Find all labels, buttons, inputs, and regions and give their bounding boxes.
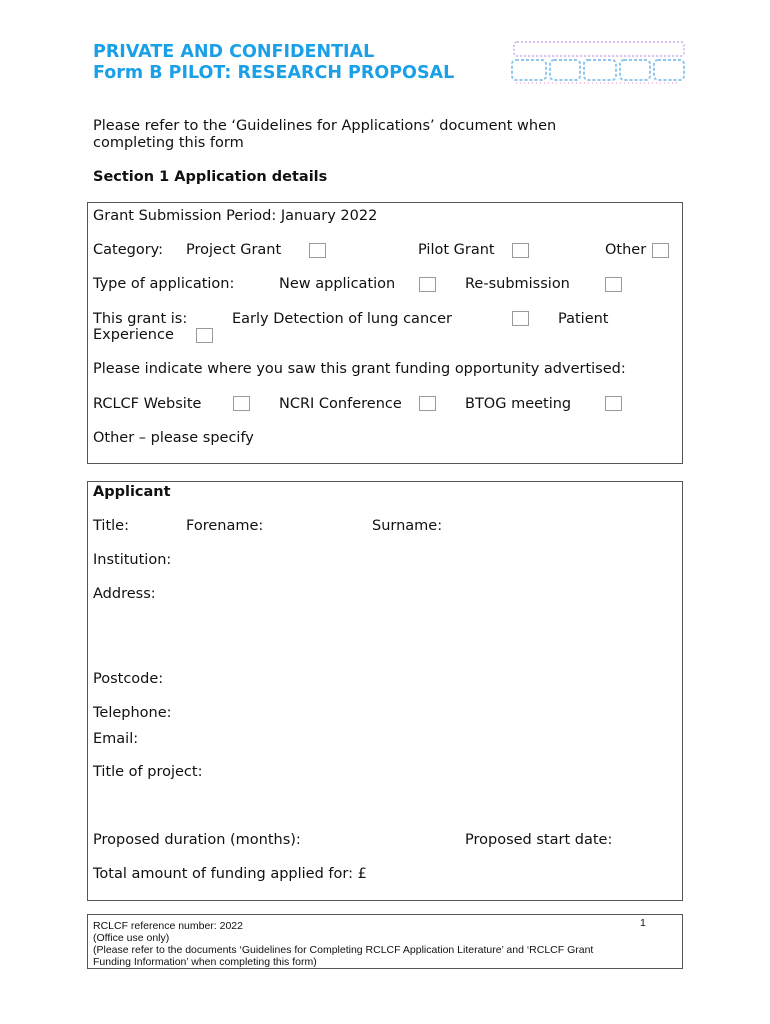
checkbox-early-detection[interactable] xyxy=(512,311,529,326)
section-heading: Section 1 Application details xyxy=(93,169,328,185)
checkbox-project-grant[interactable] xyxy=(309,243,326,258)
address-label: Address: xyxy=(93,586,156,602)
funding-label: Total amount of funding applied for: £ xyxy=(93,866,367,882)
checkbox-btog-meeting[interactable] xyxy=(605,396,622,411)
applicant-heading: Applicant xyxy=(93,484,171,500)
document-title: PRIVATE AND CONFIDENTIAL xyxy=(93,42,375,62)
advertised-option-website: RCLCF Website xyxy=(93,396,202,412)
checkbox-rclcf-website[interactable] xyxy=(233,396,250,411)
surname-label: Surname: xyxy=(372,518,443,534)
duration-label: Proposed duration (months): xyxy=(93,832,301,848)
foundation-logo xyxy=(510,38,688,86)
grant-option-patient: Patient xyxy=(558,311,609,327)
submission-period: Grant Submission Period: January 2022 xyxy=(93,208,378,224)
email-label: Email: xyxy=(93,731,139,747)
type-label: Type of application: xyxy=(93,276,235,292)
postcode-label: Postcode: xyxy=(93,671,164,687)
grant-option-experience: Experience xyxy=(93,327,174,343)
other-specify: Other – please specify xyxy=(93,430,254,446)
institution-label: Institution: xyxy=(93,552,172,568)
category-option-project: Project Grant xyxy=(186,242,282,258)
reference-number: RCLCF reference number: 2022 xyxy=(93,920,243,932)
advertised-option-btog: BTOG meeting xyxy=(465,396,572,412)
category-option-pilot: Pilot Grant xyxy=(418,242,495,258)
start-date-label: Proposed start date: xyxy=(465,832,613,848)
intro-text-line2: completing this form xyxy=(93,135,244,151)
advertised-question: Please indicate where you saw this grant funding opportunity advertised: xyxy=(93,361,626,377)
footer-note-line2: Funding Information’ when completing this form) xyxy=(93,956,317,968)
checkbox-pilot-grant[interactable] xyxy=(512,243,529,258)
page-number: 1 xyxy=(640,917,646,929)
intro-text-line1: Please refer to the ‘Guidelines for Applications’ document when xyxy=(93,118,557,134)
office-use: (Office use only) xyxy=(93,932,170,944)
checkbox-category-other[interactable] xyxy=(652,243,669,258)
application-details-box xyxy=(87,202,683,464)
project-title-label: Title of project: xyxy=(93,764,203,780)
category-option-other: Other xyxy=(605,242,647,258)
checkbox-resubmission[interactable] xyxy=(605,277,622,292)
type-option-resubmission: Re-submission xyxy=(465,276,570,292)
category-label: Category: xyxy=(93,242,164,258)
forename-label: Forename: xyxy=(186,518,264,534)
title-label: Title: xyxy=(93,518,129,534)
checkbox-patient-experience[interactable] xyxy=(196,328,213,343)
grant-label: This grant is: xyxy=(93,311,188,327)
checkbox-new-application[interactable] xyxy=(419,277,436,292)
advertised-option-ncri: NCRI Conference xyxy=(279,396,402,412)
form-subtitle: Form B PILOT: RESEARCH PROPOSAL xyxy=(93,63,455,83)
checkbox-ncri-conference[interactable] xyxy=(419,396,436,411)
type-option-new: New application xyxy=(279,276,396,292)
grant-option-early-detection: Early Detection of lung cancer xyxy=(232,311,452,327)
telephone-label: Telephone: xyxy=(93,705,172,721)
footer-note-line1: (Please refer to the documents ‘Guidelines for Completing RCLCF Application Literature’ and ‘RCLCF Grant xyxy=(93,944,594,956)
